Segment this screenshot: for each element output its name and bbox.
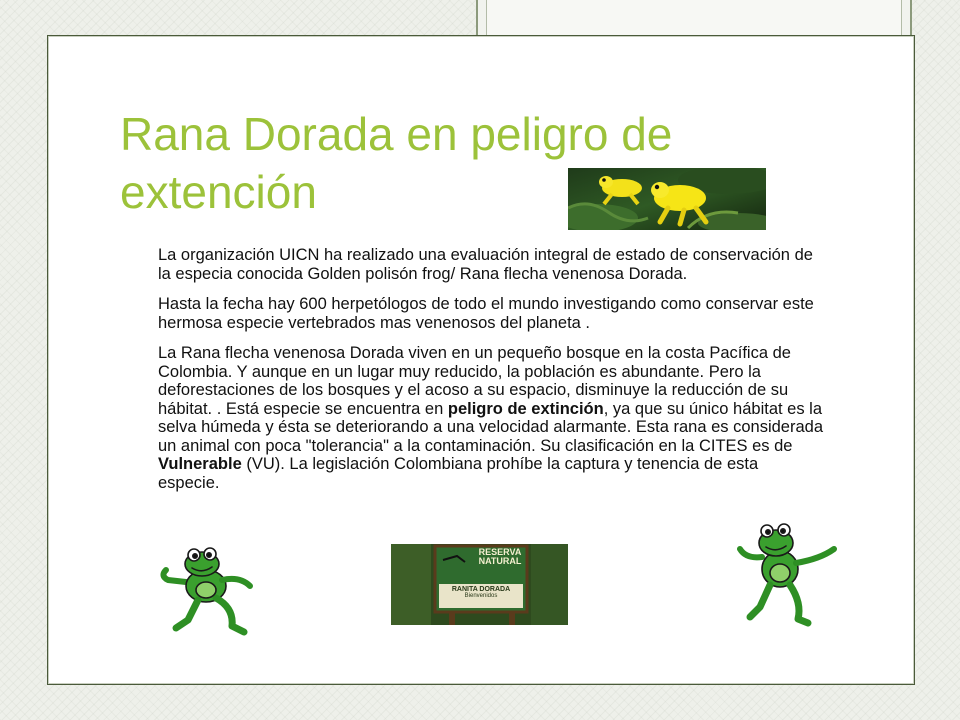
sign-line-4: Bienvenidos <box>464 593 498 599</box>
bullet-item <box>131 295 823 332</box>
cartoon-frog-left <box>158 546 266 638</box>
cartoon-frog-right <box>736 519 844 631</box>
sign-line-3: RANITA DORADA <box>451 586 511 593</box>
slide-title: Rana Dorada en peligro de extención <box>120 108 673 218</box>
bullet-text: La organización UICN ha realizado una evaluación integral de estado de conservación de la especia conocida Golden polisón frog/ Rana flecha venenosa Dorada. <box>158 246 813 283</box>
golden-frogs-photo <box>568 168 766 230</box>
reserve-sign-photo <box>391 544 568 625</box>
bullet-item <box>131 246 823 283</box>
bullet-text-part: La Rana flecha venenosa Dorada viven en un pequeño bosque en la costa Pacífica de Colombia. Y aunque en un lugar muy reducido, la población es abundante. Pero la deforestaciones de los bosques y el acoso a su espacio, disminuye la reducción de su hábitat. . Está especie se encuentra en <box>158 344 791 418</box>
bullet-bold-text: peligro de extinción <box>447 399 604 418</box>
sign-line-1: RESERVA <box>478 547 522 557</box>
sign-line-2: NATURAL <box>478 556 522 566</box>
bullet-text-part: , ya que su único hábitat es la selva húmeda y ésta se deteriorando a una velocidad alarmante. Esta rana es considerada un animal con poca "tolerancia" a la contaminación. Su clasificación en la CITES es de <box>158 399 823 455</box>
bullet-bold-text: Vulnerable <box>158 455 242 473</box>
bullet-item <box>131 344 823 492</box>
bullet-text: Hasta la fecha hay 600 herpetólogos de todo el mundo investigando como conservar este hermosa especie vertebrados mas venenosos del planeta . <box>158 295 814 332</box>
bullet-list <box>131 246 823 504</box>
bullet-text-part: (VU). La legislación Colombiana prohíbe la captura y tenencia de esta especie. <box>158 455 759 492</box>
